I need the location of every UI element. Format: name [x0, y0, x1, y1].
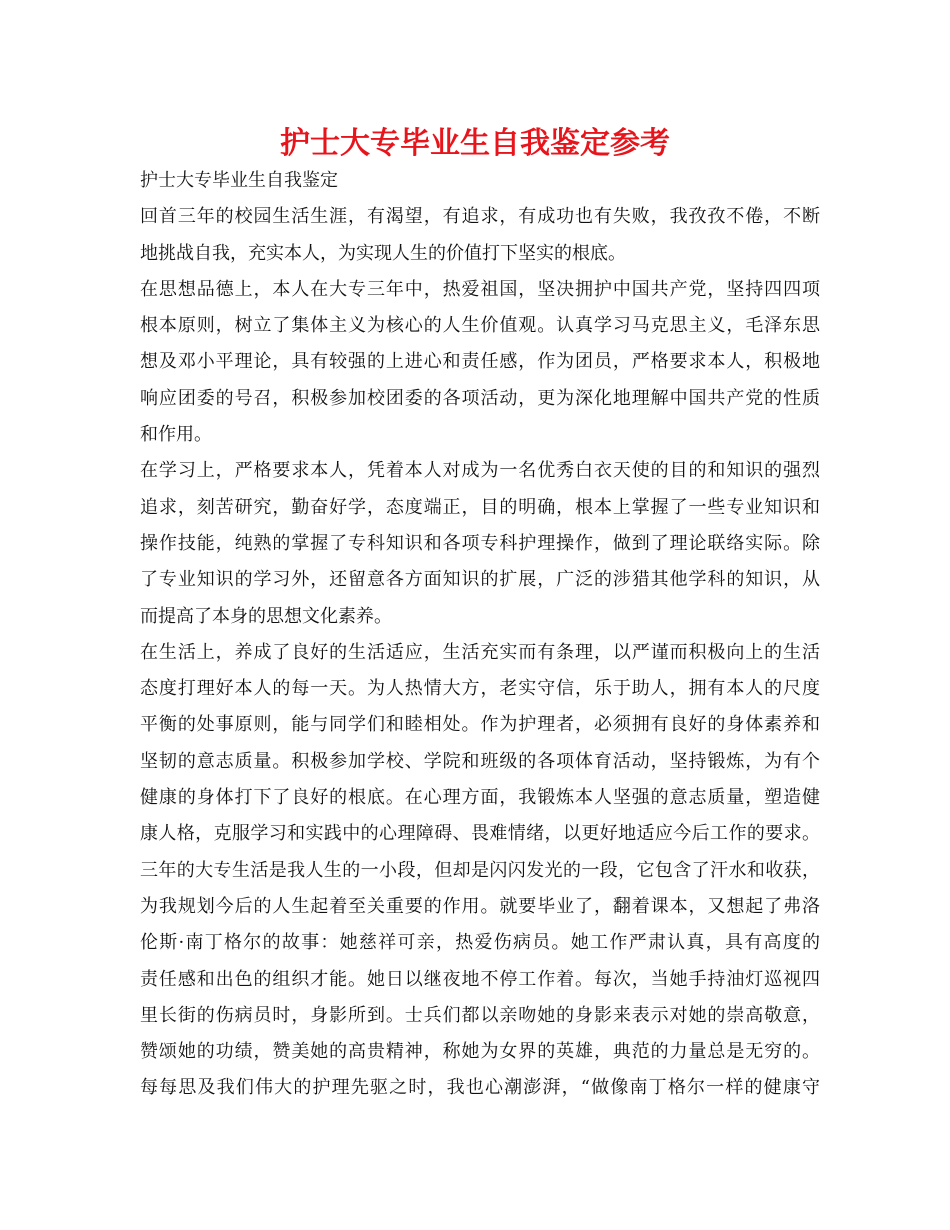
text-line: 追求，刻苦研究，勤奋好学，态度端正，目的明确，根本上掌握了一些专业知识和 [140, 496, 820, 518]
text-line: 为我规划今后的人生起着至关重要的作用。就要毕业了，翻着课本，又想起了弗洛 [140, 895, 820, 917]
text-line: 在思想品德上，本人在大专三年中，热爱祖国，坚决拥护中国共产党，坚持四四项 [140, 278, 820, 300]
text-line: 态度打理好本人的每一天。为人热情大方，老实守信，乐于助人，拥有本人的尺度 [140, 678, 820, 700]
text-line: 想及邓小平理论，具有较强的上进心和责任感，作为团员，严格要求本人，积极地 [140, 351, 820, 373]
text-line: 地挑战自我，充实本人，为实现人生的价值打下坚实的根底。 [140, 242, 626, 264]
text-line: 健康的身体打下了良好的根底。在心理方面，我锻炼本人坚强的意志质量，塑造健 [140, 787, 820, 809]
text-line: 而提高了本身的思想文化素养。 [140, 605, 392, 627]
text-line: 在学习上，严格要求本人，凭着本人对成为一名优秀白衣天使的目的和知识的强烈 [140, 460, 820, 482]
text-line: 赞颂她的功绩，赞美她的高贵精神，称她为女界的英雄，典范的力量总是无穷的。 [140, 1041, 820, 1063]
text-line: 康人格，克服学习和实践中的心理障碍、畏难情绪，以更好地适应今后工作的要求。 [140, 823, 820, 845]
text-line: 和作用。 [140, 424, 212, 446]
document-body [140, 163, 820, 1107]
text-line: 回首三年的校园生活生涯，有渴望，有追求，有成功也有失败，我孜孜不倦，不断 [140, 206, 820, 228]
text-line: 平衡的处事原则，能与同学们和睦相处。作为护理者，必须拥有良好的身体素养和 [140, 714, 820, 736]
text-line: 三年的大专生活是我人生的一小段，但却是闪闪发光的一段，它包含了汗水和收获， [140, 859, 820, 881]
text-line: 在生活上，养成了良好的生活适应，生活充实而有条理，以严谨而积极向上的生活 [140, 641, 820, 663]
text-line: 了专业知识的学习外，还留意各方面知识的扩展，广泛的涉猎其他学科的知识，从 [140, 569, 820, 591]
text-line: 责任感和出色的组织才能。她日以继夜地不停工作着。每次，当她手持油灯巡视四 [140, 968, 820, 990]
text-line: 每每思及我们伟大的护理先驱之时，我也心潮澎湃，“做像南丁格尔一样的健康守 [140, 1077, 820, 1099]
text-line: 护士大专毕业生自我鉴定 [140, 170, 338, 191]
text-line: 根本原则，树立了集体主义为核心的人生价值观。认真学习马克思主义，毛泽东思 [140, 315, 820, 337]
document-title: 护士大专毕业生自我鉴定参考 [280, 126, 670, 161]
text-line: 坚韧的意志质量。积极参加学校、学院和班级的各项体育活动，坚持锻炼，为有个 [140, 750, 820, 772]
text-line: 里长街的伤病员时，身影所到。士兵们都以亲吻她的身影来表示对她的崇高敬意， [140, 1004, 820, 1026]
text-line: 操作技能，纯熟的掌握了专科知识和各项专科护理操作，做到了理论联络实际。除 [140, 532, 820, 554]
text-line: 伦斯·南丁格尔的故事：她慈祥可亲，热爱伤病员。她工作严肃认真，具有高度的 [140, 932, 820, 954]
text-line: 响应团委的号召，积极参加校团委的各项活动，更为深化地理解中国共产党的性质 [140, 387, 820, 409]
